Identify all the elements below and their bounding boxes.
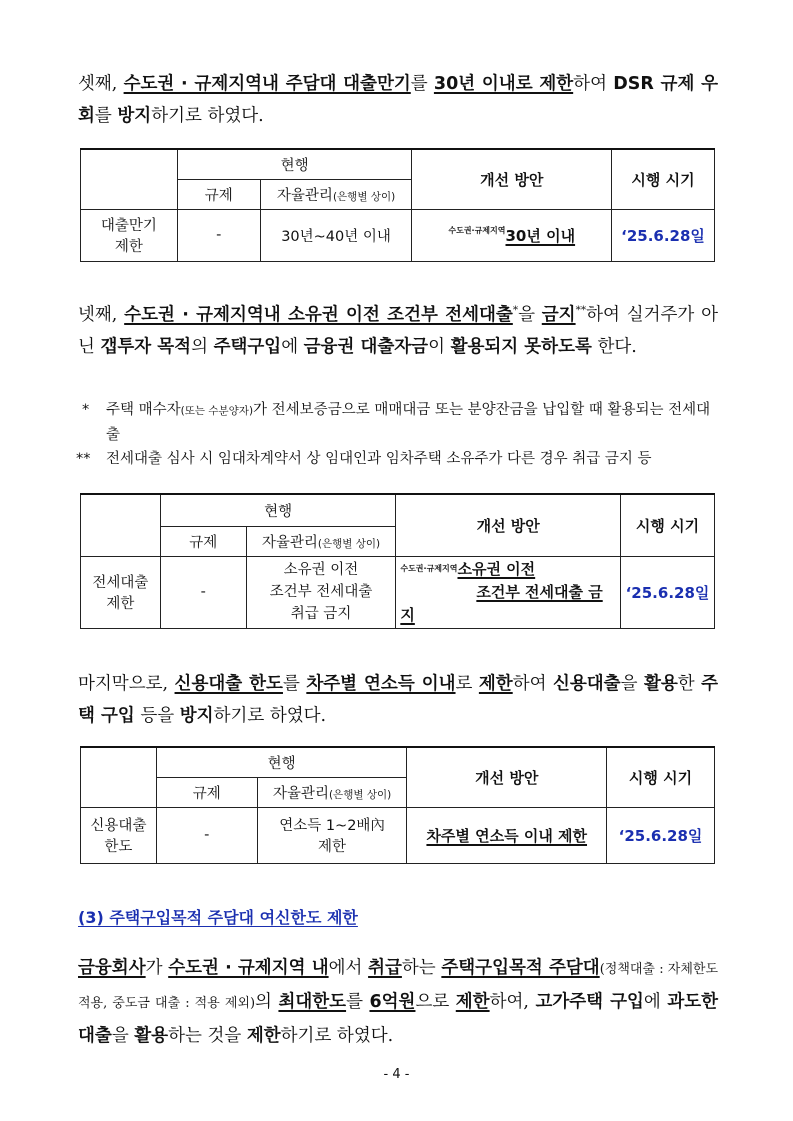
header-date: 시행 시기 bbox=[621, 494, 715, 556]
header-self-management: 자율관리(은행별 상이) bbox=[260, 179, 412, 209]
empty-header bbox=[81, 494, 161, 556]
emphasis: 수도권 · 규제지역내 주담대 대출만기 bbox=[123, 74, 411, 94]
header-current: 현행 bbox=[160, 494, 396, 526]
regulation-value: - bbox=[156, 807, 257, 863]
self-management-value: 30년~40년 이내 bbox=[260, 209, 412, 261]
emphasis: 차주별 연소득 이내 bbox=[306, 674, 456, 694]
self-management-value: 연소득 1~2배內 제한 bbox=[257, 807, 407, 863]
date-value: ‘25.6.28일 bbox=[607, 807, 715, 863]
regulation-value: - bbox=[160, 556, 246, 628]
footnote-1: * 주택 매수자(또는 수분양자)가 전세보증금으로 매매대금 또는 분양잔금을 납입할 때 활용되는 전세대출 bbox=[82, 402, 711, 443]
table-loan-maturity bbox=[80, 148, 715, 262]
header-current: 현행 bbox=[177, 149, 412, 179]
header-plan: 개선 방안 bbox=[412, 149, 612, 209]
header-self-management: 자율관리(은행별 상이) bbox=[257, 777, 407, 807]
date-value: ‘25.6.28일 bbox=[612, 209, 715, 261]
emphasis: DSR 규제 우회 bbox=[78, 74, 719, 126]
paragraph-jeonse-loan: 넷째, 수도권 · 규제지역내 소유권 이전 조건부 전세대출*을 금지**하여 실거주가 아닌 갭투자 목적의 주택구입에 금융권 대출자금이 활용되지 못하도록 한다. bbox=[78, 304, 719, 357]
header-regulation: 규제 bbox=[156, 777, 257, 807]
emphasis: 방지 bbox=[117, 106, 152, 126]
header-regulation: 규제 bbox=[160, 526, 246, 556]
table-jeonse-loan bbox=[80, 493, 715, 629]
header-current: 현행 bbox=[156, 747, 407, 777]
paragraph-credit-loan: 마지막으로, 신용대출 한도를 차주별 연소득 이내로 제한하여 신용대출을 활용한 주택 구입 등을 방지하기로 하였다. bbox=[78, 674, 719, 726]
regulation-value: - bbox=[177, 209, 260, 261]
empty-header bbox=[81, 149, 178, 209]
paragraph-loan-maturity: 셋째, 수도권 · 규제지역내 주담대 대출만기를 30년 이내로 제한하여 DSR 규제 우회를 방지하기로 하였다. bbox=[78, 74, 719, 126]
date-value: ‘25.6.28일 bbox=[621, 556, 715, 628]
emphasis: 30년 이내로 제한 bbox=[433, 74, 574, 94]
row-label: 신용대출 한도 bbox=[81, 807, 157, 863]
table-credit-loan bbox=[80, 746, 715, 864]
row-label: 대출만기 제한 bbox=[81, 209, 178, 261]
self-management-value: 소유권 이전 조건부 전세대출 취급 금지 bbox=[246, 556, 396, 628]
paragraph-loan-limit: 금융회사가 수도권 · 규제지역 내에서 취급하는 주택구입목적 주담대(정책대출 : 자체한도 적용, 중도금 대출 : 적용 제외)의 최대한도를 6억원으로 제한하여, 고가주택 구입에 과도한 대출을 활용하는 것을 제한하기로 하였다. bbox=[78, 958, 719, 1046]
plan-value: 차주별 연소득 이내 제한 bbox=[407, 807, 607, 863]
emphasis: 수도권 · 규제지역내 소유권 이전 조건부 전세대출 bbox=[124, 304, 513, 325]
header-date: 시행 시기 bbox=[607, 747, 715, 807]
section-heading: (3) 주택구입목적 주담대 여신한도 제한 bbox=[78, 908, 358, 927]
plan-value: $^{수도권\cdot 규제지역}$소유권 이전 조건부 전세대출 금지 bbox=[396, 556, 621, 628]
empty-header bbox=[81, 747, 157, 807]
header-self-management: 자율관리(은행별 상이) bbox=[246, 526, 396, 556]
footnote-2: ** 전세대출 심사 시 임대차계약서 상 임대인과 임차주택 소유주가 다른 경우 취급 금지 등 bbox=[76, 451, 652, 467]
row-label: 전세대출 제한 bbox=[81, 556, 161, 628]
emphasis: 제한 bbox=[478, 674, 513, 694]
footnotes bbox=[76, 398, 722, 471]
header-date: 시행 시기 bbox=[612, 149, 715, 209]
page-number: - 4 - bbox=[383, 1067, 410, 1082]
emphasis: 금지 bbox=[541, 304, 576, 325]
plan-value: $^{수도권\cdot 규제지역}$30년 이내 bbox=[412, 209, 612, 261]
header-plan: 개선 방안 bbox=[396, 494, 621, 556]
emphasis: 신용대출 한도 bbox=[174, 674, 283, 694]
header-plan: 개선 방안 bbox=[407, 747, 607, 807]
header-regulation: 규제 bbox=[177, 179, 260, 209]
